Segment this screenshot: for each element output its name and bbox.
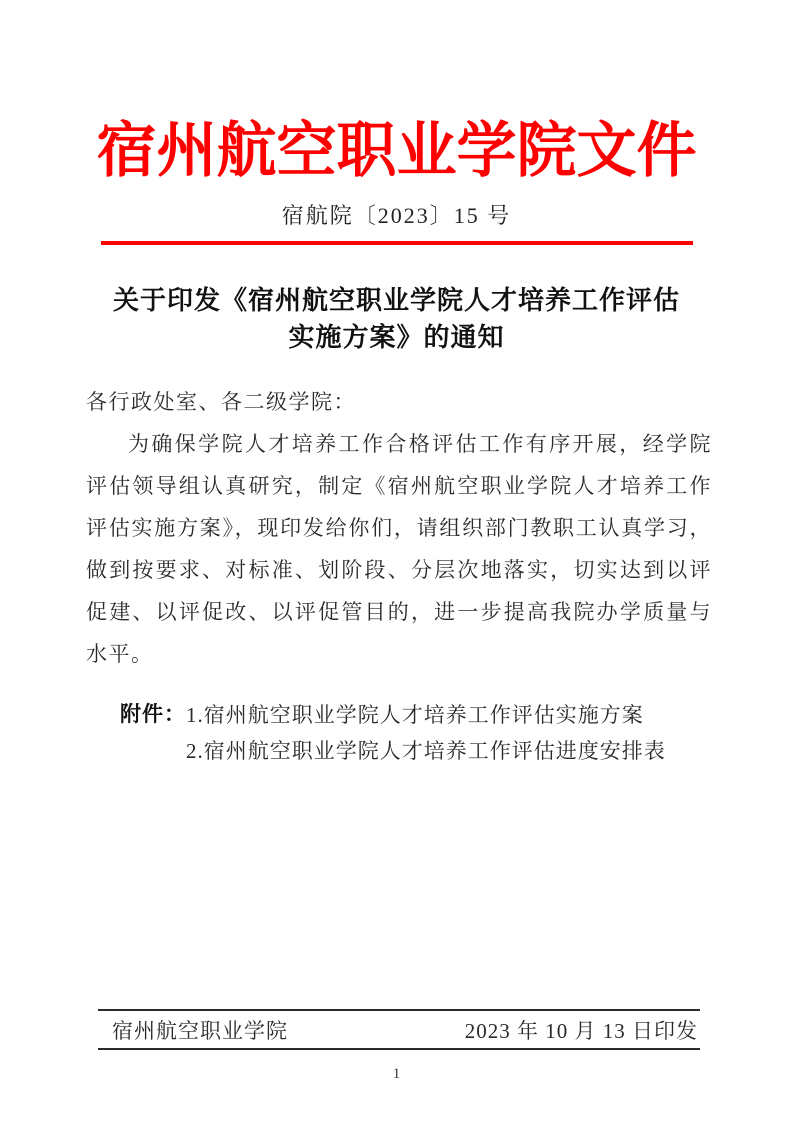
attachments-list [186, 697, 666, 769]
document-number: 宿航院〔2023〕15 号 [281, 203, 512, 228]
notice-title [0, 282, 793, 356]
red-letterhead-title: 宿州航空职业学院文件 [96, 118, 697, 184]
footer-bar [98, 1009, 700, 1050]
letterhead-divider-line [101, 241, 693, 245]
notice-title-line-2: 实施方案》的通知 [288, 322, 505, 352]
attachments-block [120, 697, 720, 769]
footer-print-date: 2023 年 10 月 13 日印发 [464, 1018, 698, 1043]
document-body [86, 381, 712, 675]
footer-issuer: 宿州航空职业学院 [112, 1018, 288, 1043]
salutation: 各行政处室、各二级学院： [86, 390, 356, 414]
attachments-label: 附件： [120, 703, 186, 726]
notice-title-line-1: 关于印发《宿州航空职业学院人才培养工作评估 [112, 285, 680, 315]
attachment-item-1: 1.宿州航空职业学院人才培养工作评估实施方案 [186, 703, 644, 727]
page-number: 1 [392, 1066, 401, 1082]
body-paragraph: 为确保学院人才培养工作合格评估工作有序开展，经学院评估领导组认真研究，制定《宿州航空职业学院人才培养工作评估实施方案》，现印发给你们，请组织部门教职工认真学习，做到按要求、对标准、划阶段、分层次地落实，切实达到以评促建、以评促改、以评促管目的，进一步提高我院办学质量与水平。 [86, 432, 712, 666]
attachment-item-2: 2.宿州航空职业学院人才培养工作评估进度安排表 [186, 739, 666, 763]
